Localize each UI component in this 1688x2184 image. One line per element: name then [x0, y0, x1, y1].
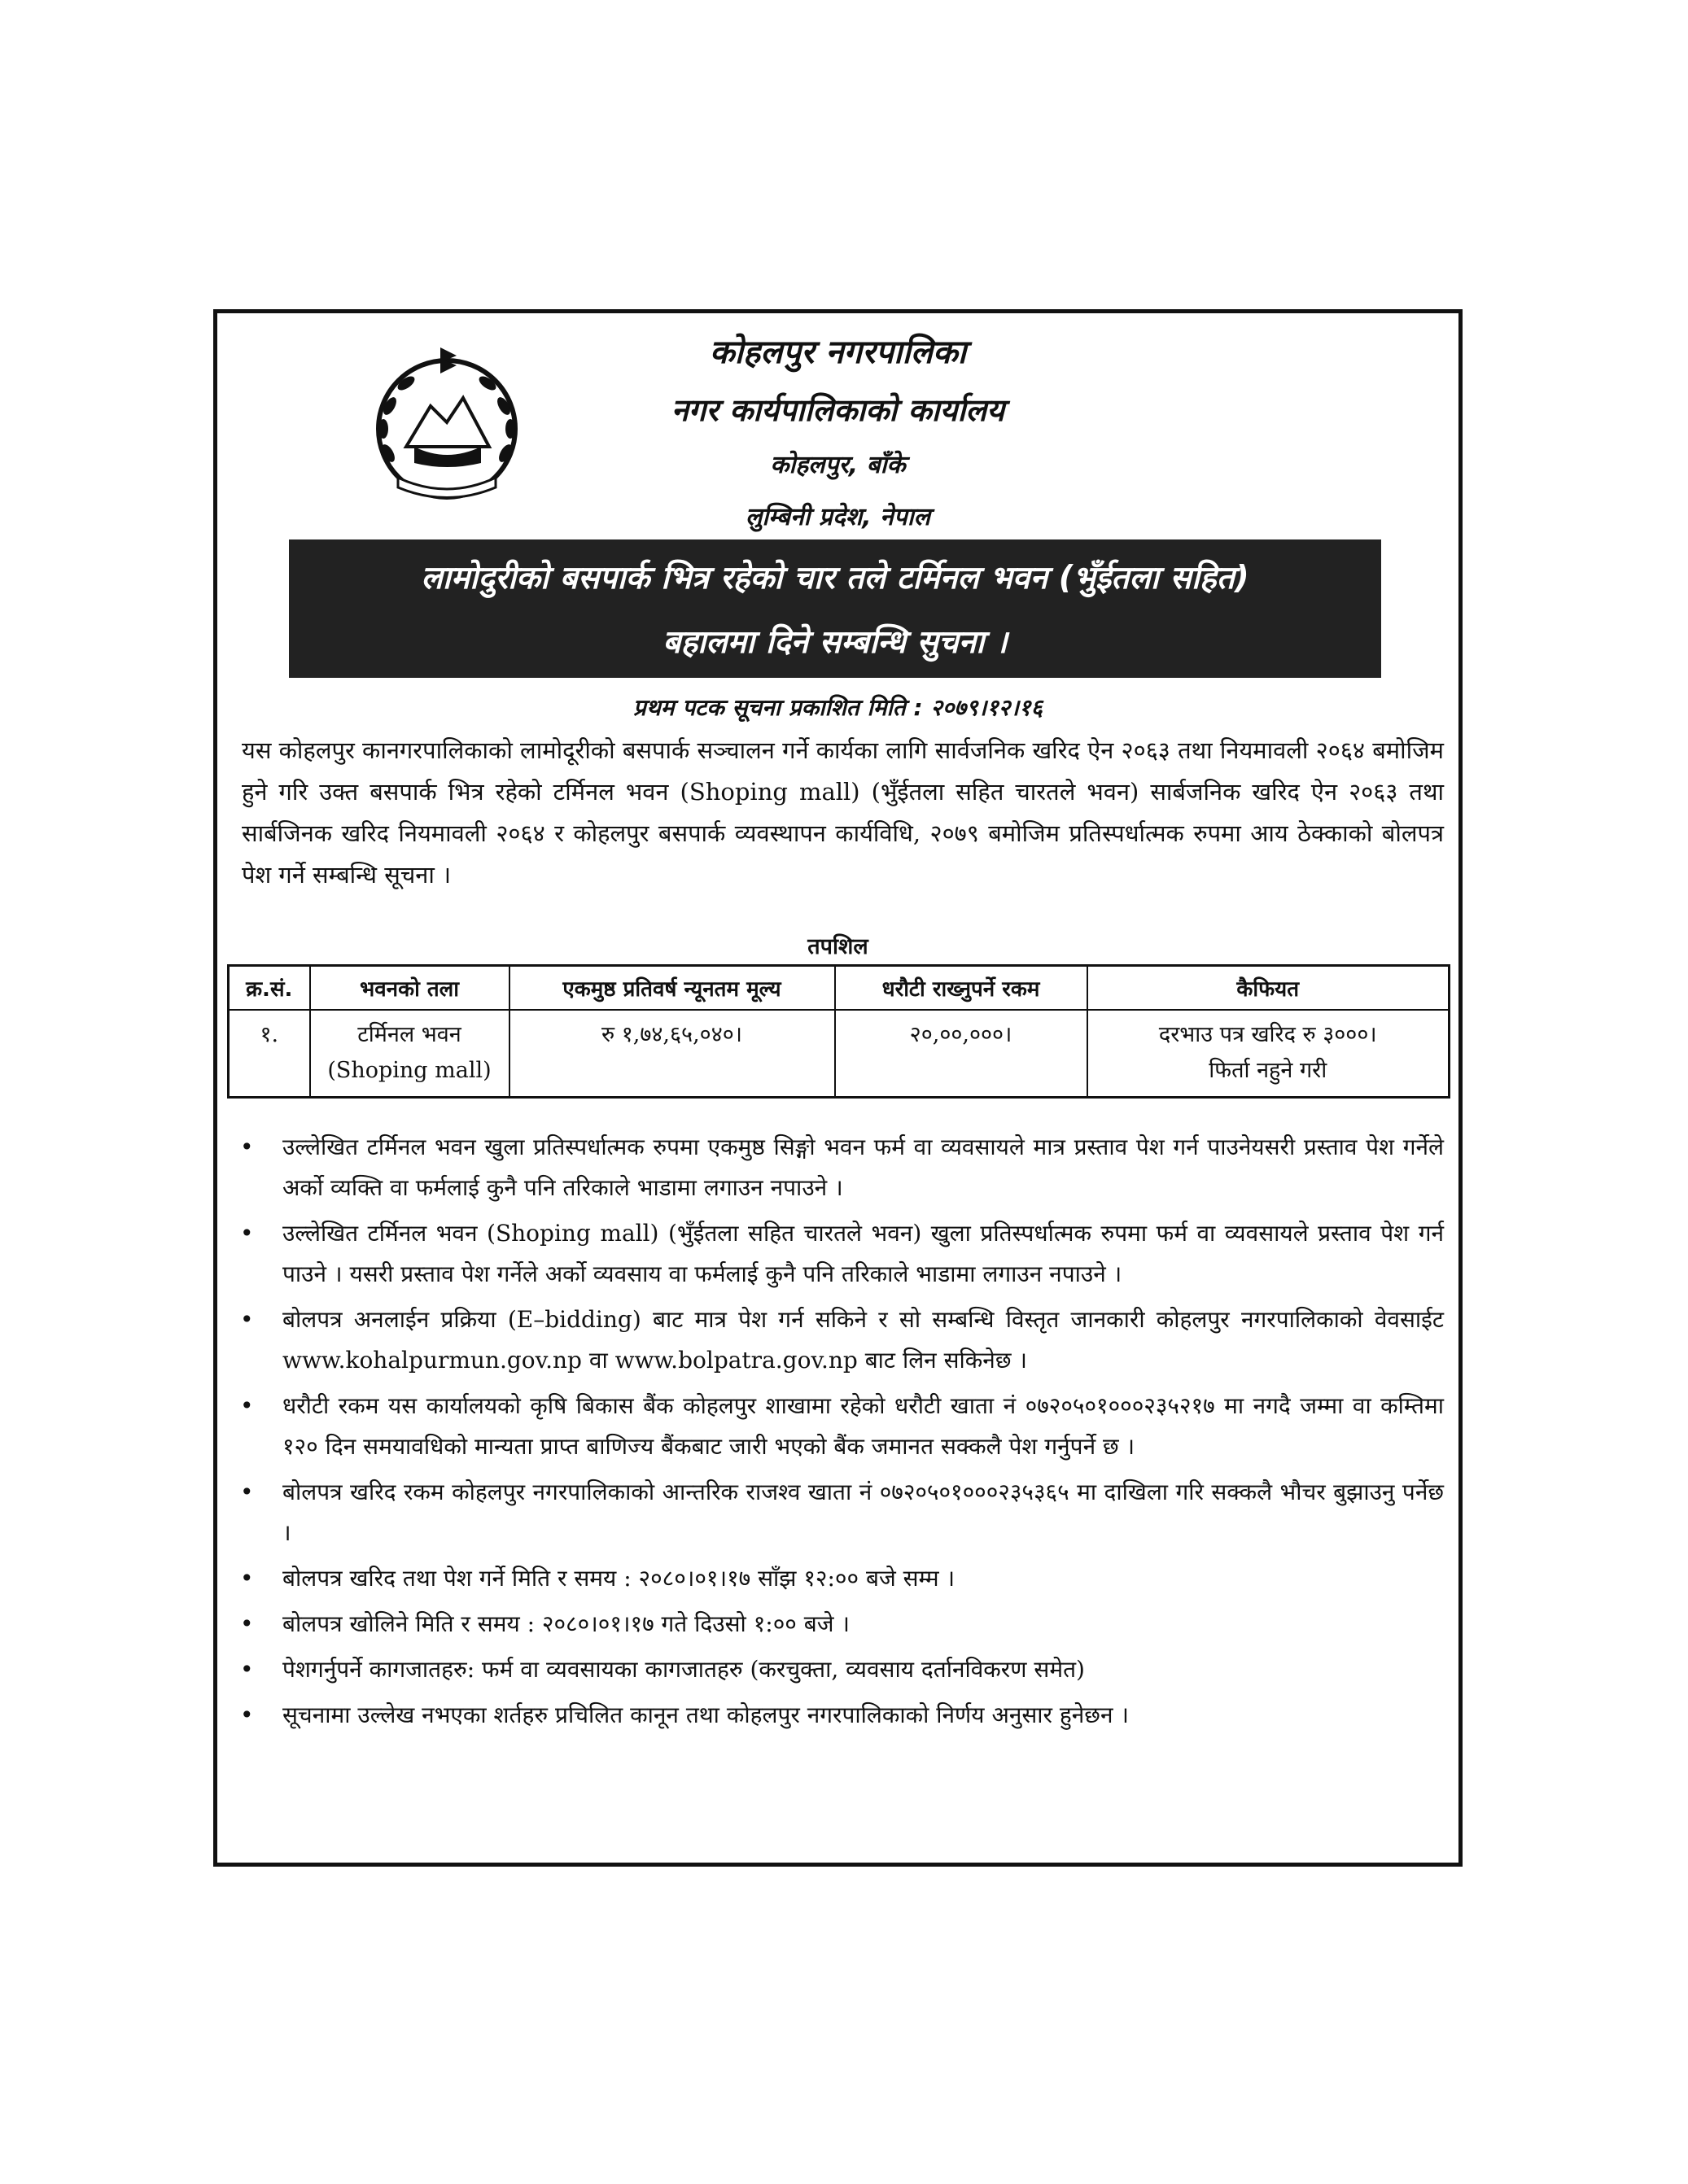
table-row: [229, 1010, 1450, 1098]
notice-frame: [213, 309, 1463, 1867]
bullet-icon: •: [240, 1565, 254, 1592]
cell-remark-line2: फिर्ता नहुने गरी: [1209, 1058, 1327, 1083]
list-item: [235, 1299, 1444, 1381]
header-min-price: एकमुष्ठ प्रतिवर्ष न्यूनतम मूल्य: [509, 966, 835, 1011]
schedule-table: [227, 964, 1450, 1099]
bullet-icon: •: [240, 1220, 254, 1247]
cell-remark-line1: दरभाउ पत्र खरिद रु ३०००।: [1158, 1022, 1377, 1047]
office-header: [217, 321, 1458, 530]
list-item-text: बोलपत्र खोलिने मिति र समय : २०८०।०१।१७ गते दिउसो १:०० बजे ।: [282, 1610, 850, 1637]
notice-title-line2: बहालमा दिने सम्बन्धि सुचना ।: [663, 624, 1008, 661]
list-item: [235, 1213, 1444, 1295]
list-item-text: उल्लेखित टर्मिनल भवन (Shoping mall) (भुँईतला सहित चारतले भवन) खुला प्रतिस्पर्धात्मक रुपमा फर्म वा व्यवसायले प्रस्ताव पेश गर्न पाउने । यसरी प्रस्ताव पेश गर्नेले अर्को व्यवसाय वा फर्मलाई कुनै पनि तरिकाले भाडामा लगाउन नपाउने ।: [282, 1220, 1444, 1287]
header-deposit: धरौटी राख्नुपर्ने रकम: [835, 966, 1087, 1011]
list-item: [235, 1127, 1444, 1208]
office-name: नगर कार्यपालिकाको कार्यालय: [671, 392, 1005, 428]
intro-paragraph: यस कोहलपुर कानगरपालिकाको लामोदूरीको बसपार्क सञ्चालन गर्ने कार्यका लागि सार्वजनिक खरिद ऐन २०६३ तथा नियमावली २०६४ बमोजिम हुने गरि उक्त बसपार्क भित्र रहेको टर्मिनल भवन (Shoping mall) (भुँईतला सहित चारतले भवन) सार्बजनिक खरिद ऐन २०६३ तथा सार्बजिनक खरिद नियमावली २०६४ र कोहलपुर बसपार्क व्यवस्थापन कार्यविधि, २०७९ बमोजिम प्रतिस्पर्धात्मक रुपमा आय ठेक्काको बोलपत्र पेश गर्ने सम्बन्धि सूचना ।: [242, 736, 1444, 889]
bullet-icon: •: [240, 1479, 254, 1505]
bullet-icon: •: [240, 1656, 254, 1683]
list-item-text: धरौटी रकम यस कार्यालयको कृषि बिकास बैंक कोहलपुर शाखामा रहेको धरौटी खाता नं ०७२०५०१०००२३५२१७ मा नगदै जम्मा वा कम्तिमा १२० दिन समयावधिको मान्यता प्राप्त बाणिज्य बैंकबाट जारी भएको बैंक जमानत सक्कलै पेश गर्नुपर्ने छ ।: [282, 1392, 1444, 1460]
bullet-icon: •: [240, 1133, 254, 1160]
list-item: [235, 1695, 1444, 1736]
cell-remark: [1087, 1010, 1450, 1098]
table-header-row: [229, 966, 1450, 1011]
list-item-text: उल्लेखित टर्मिनल भवन खुला प्रतिस्पर्धात्मक रुपमा एकमुष्ठ सिङ्गो भवन फर्म वा व्यवसायले मात्र प्रस्ताव पेश गर्न पाउनेयसरी प्रस्ताव पेश गर्नेले अर्को व्यक्ति वा फर्मलाई कुनै पनि तरिकाले भाडामा लगाउन नपाउने ।: [282, 1133, 1444, 1201]
list-item-text: बोलपत्र अनलाईन प्रक्रिया (E–bidding) बाट मात्र पेश गर्न सकिने र सो सम्बन्धि विस्तृत जानकारी कोहलपुर नगरपालिकाको वेवसाईट www.kohalpurmun.gov.np वा www.bolpatra.gov.np बाट लिन सकिनेछ ।: [282, 1306, 1444, 1374]
list-item-text: सूचनामा उल्लेख नभएका शर्तहरु प्रचिलित कानून तथा कोहलपुर नगरपालिकाको निर्णय अनुसार हुनेछन ।: [282, 1701, 1129, 1728]
cell-floor: [310, 1010, 509, 1098]
cell-min-price: रु १,७४,६५,०४०।: [509, 1010, 835, 1098]
province-name: लुम्बिनी प्रदेश, नेपाल: [746, 503, 930, 531]
notice-title-line1: लामोदुरीको बसपार्क भित्र रहेको चार तले टर्मिनल भवन (भुँईतला सहित): [421, 560, 1249, 596]
notice-title: [289, 539, 1381, 678]
bullet-icon: •: [240, 1392, 254, 1419]
office-address: कोहलपुर, बाँके: [770, 451, 906, 479]
header-serial: क्र.सं.: [229, 966, 310, 1011]
bullet-icon: •: [240, 1610, 254, 1637]
conditions-list: [235, 1127, 1444, 1741]
bullet-icon: •: [240, 1701, 254, 1728]
list-item: [235, 1558, 1444, 1599]
list-item: [235, 1649, 1444, 1690]
list-item-text: पेशगर्नुपर्ने कागजातहरु: फर्म वा व्यवसायका कागजातहरु (करचुक्ता, व्यवसाय दर्तानविकरण समेत): [282, 1656, 1085, 1683]
cell-floor-line1: टर्मिनल भवन: [357, 1022, 461, 1047]
cell-deposit: २०,००,०००।: [835, 1010, 1087, 1098]
list-item-text: बोलपत्र खरिद रकम कोहलपुर नगरपालिकाको आन्तरिक राजश्व खाता नं ०७२०५०१०००२३५३६५ मा दाखिला गरि सक्कलै भौचर बुझाउनु पर्नेछ ।: [282, 1479, 1444, 1546]
municipality-name: कोहलपुर नगरपालिका: [709, 334, 967, 371]
publication-date: प्रथम पटक सूचना प्रकाशित मिति : २०७९।१२।१६: [632, 694, 1043, 721]
bullet-icon: •: [240, 1306, 254, 1333]
list-item: [235, 1604, 1444, 1645]
list-item: [235, 1386, 1444, 1467]
list-item: [235, 1472, 1444, 1553]
header-remark: कैफियत: [1087, 966, 1450, 1011]
header-floor: भवनको तला: [310, 966, 509, 1011]
cell-floor-line2: (Shoping mall): [327, 1058, 492, 1083]
table-caption: तपशिल: [807, 934, 868, 959]
list-item-text: बोलपत्र खरिद तथा पेश गर्ने मिति र समय : २०८०।०१।१७ साँझ १२:०० बजे सम्म ।: [282, 1565, 956, 1592]
cell-serial: १.: [229, 1010, 310, 1098]
